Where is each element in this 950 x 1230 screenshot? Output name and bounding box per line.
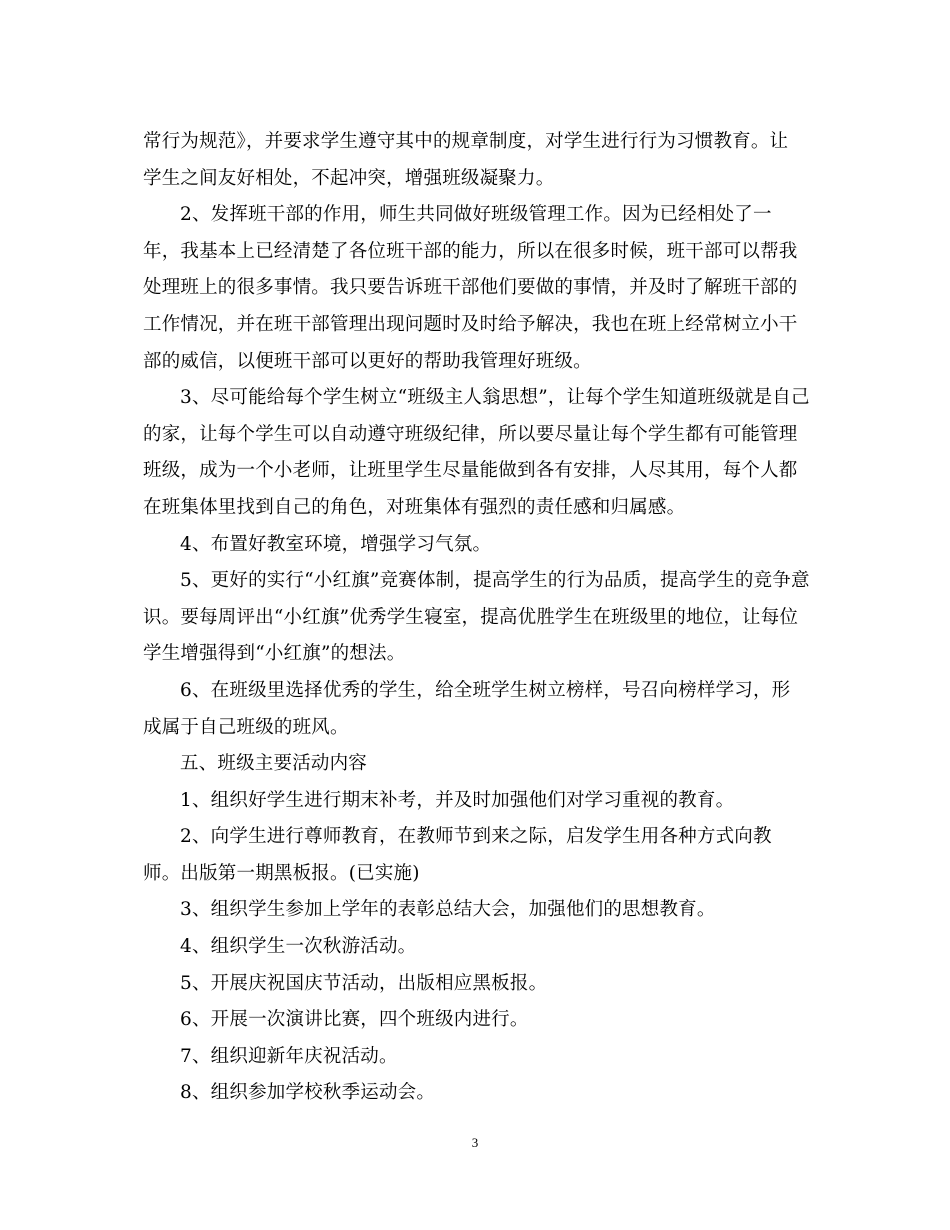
paragraph-activity-1 xyxy=(143,783,810,820)
text-line: 3、组织学生参加上学年的表彰总结大会，加强他们的思想教育。 xyxy=(180,899,716,921)
paragraph-activity-8 xyxy=(143,1075,810,1112)
paragraph-activity-2 xyxy=(143,819,810,892)
text-line: 成属于自己班级的班风。 xyxy=(143,716,349,738)
text-line: 4、组织学生一次秋游活动。 xyxy=(180,936,417,958)
paragraph-activity-5 xyxy=(143,966,810,1003)
text-line: 五、班级主要活动内容 xyxy=(180,753,368,775)
text-line: 5、开展庆祝国庆节活动，出版相应黑板报。 xyxy=(180,972,548,994)
paragraph-item-4 xyxy=(143,527,810,564)
page-number: 3 xyxy=(471,1135,479,1150)
text-line: 1、组织好学生进行期末补考，并及时加强他们对学习重视的教育。 xyxy=(180,789,735,811)
paragraph-item-3 xyxy=(143,380,810,526)
paragraph-activity-4 xyxy=(143,929,810,966)
paragraph-continuation xyxy=(143,124,810,197)
paragraph-item-6 xyxy=(143,673,810,746)
text-line: 在班集体里找到自己的角色，对班集体有强烈的责任感和归属感。 xyxy=(143,496,686,518)
paragraph-activity-7 xyxy=(143,1039,810,1076)
text-line: 学生之间友好相处，不起冲突，增强班级凝聚力。 xyxy=(143,167,555,189)
text-line: 6、在班级里选择优秀的学生，给全班学生树立榜样，号召向榜样学习，形 xyxy=(180,679,791,701)
paragraph-heading-5 xyxy=(143,746,810,783)
text-line: 4、布置好教室环境，增强学习气氛。 xyxy=(180,533,492,555)
text-line: 7、组织迎新年庆祝活动。 xyxy=(180,1045,398,1067)
text-line: 6、开展一次演讲比赛，四个班级内进行。 xyxy=(180,1009,529,1031)
paragraph-activity-3 xyxy=(143,892,810,929)
text-line: 常行为规范》，并要求学生遵守其中的规章制度，对学生进行行为习惯教育。让 xyxy=(143,131,789,152)
text-line: 2、发挥班干部的作用，师生共同做好班级管理工作。因为已经相处了一 xyxy=(180,204,772,226)
text-line: 处理班上的很多事情。我只要告诉班干部他们要做的事情，并及时了解班干部的 xyxy=(143,277,798,299)
paragraph-activity-6 xyxy=(143,1002,810,1039)
text-line: 5、更好的实行“小红旗”竞赛体制，提高学生的行为品质，提高学生的竞争意 xyxy=(180,570,810,592)
text-line: 师。出版第一期黑板报。(已实施) xyxy=(143,862,420,884)
text-line: 工作情况，并在班干部管理出现问题时及时给予解决，我也在班上经常树立小干 xyxy=(143,313,798,335)
text-line: 部的威信，以便班干部可以更好的帮助我管理好班级。 xyxy=(143,350,592,372)
text-line: 学生增强得到“小红旗”的想法。 xyxy=(143,643,406,665)
paragraph-item-2 xyxy=(143,197,810,380)
text-line: 年，我基本上已经清楚了各位班干部的能力，所以在很多时候，班干部可以帮我 xyxy=(143,240,798,262)
text-line: 2、向学生进行尊师教育，在教师节到来之际，启发学生用各种方式向教 xyxy=(180,826,772,848)
document-body xyxy=(143,124,810,1112)
text-line: 的家，让每个学生可以自动遵守班级纪律，所以要尽量让每个学生都有可能管理 xyxy=(143,423,798,445)
text-line: 班级，成为一个小老师，让班里学生尽量能做到各有安排，人尽其用，每个人都 xyxy=(143,460,798,482)
text-line: 3、尽可能给每个学生树立“班级主人翁思想”，让每个学生知道班级就是自己 xyxy=(180,387,810,409)
paragraph-item-5 xyxy=(143,563,810,673)
text-line: 识。要每周评出“小红旗”优秀学生寝室，提高优胜学生在班级里的地位，让每位 xyxy=(143,606,799,628)
text-line: 8、组织参加学校秋季运动会。 xyxy=(180,1082,436,1104)
